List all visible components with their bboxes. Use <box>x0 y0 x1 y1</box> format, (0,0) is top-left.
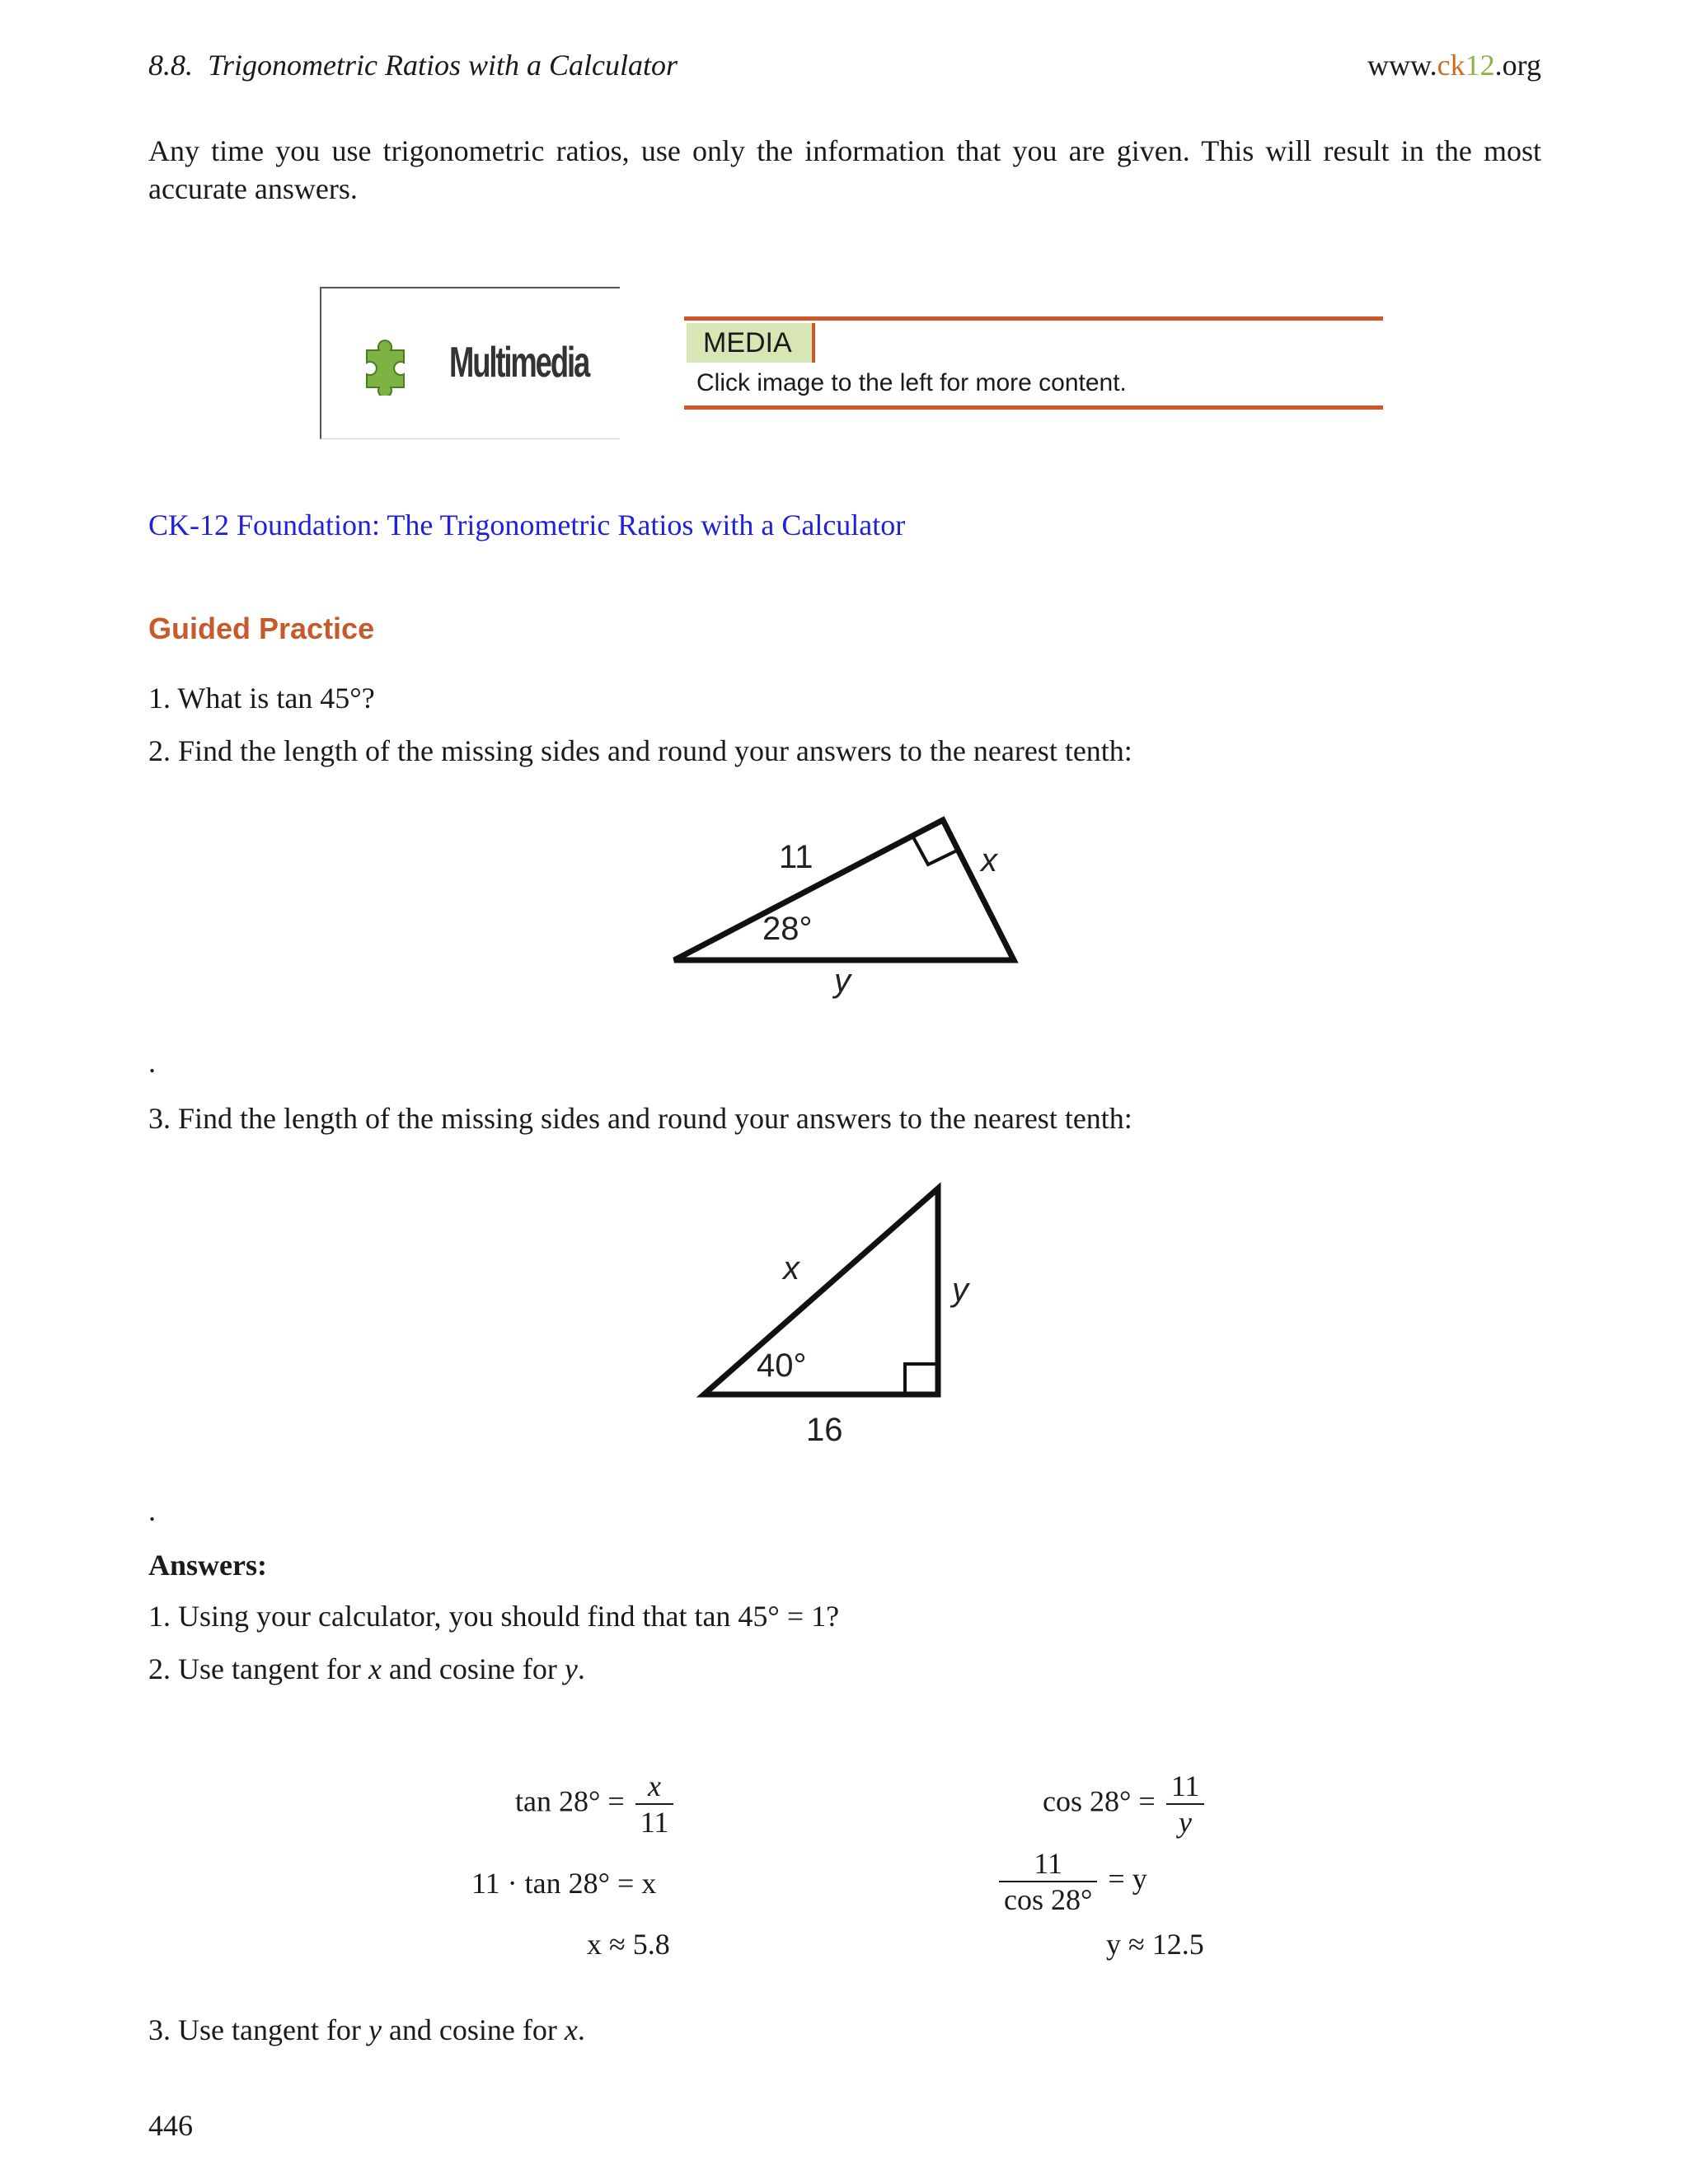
page-number: 446 <box>148 2109 193 2142</box>
triangle-figure-1 <box>659 812 1022 1001</box>
media-note: Click image to the left for more content. <box>696 369 1127 396</box>
math-right-line-1: cos 28° = $\frac{11}{y}$ <box>1043 1769 1207 1840</box>
label-y-2: y <box>952 1272 968 1308</box>
math-right-line-2: $\frac{11}{\cos 28^\circ}$ = y <box>996 1846 1147 1917</box>
puzzle-icon <box>359 330 424 396</box>
label-28-deg: 28° <box>762 911 813 947</box>
label-y-1: y <box>834 963 851 999</box>
fraction-11-over-cos28: $\frac{11}{\cos 28^\circ}$ <box>999 1846 1097 1917</box>
triangle-1-outline <box>674 820 1014 960</box>
label-11: 11 <box>779 839 814 875</box>
site-url[interactable]: www.ck12.org <box>1367 49 1541 82</box>
question-3: 3. Find the length of the missing sides and round your answers to the nearest tenth: <box>148 1102 1132 1135</box>
running-header-title <box>148 48 678 82</box>
triangle-figure-2 <box>692 1179 1022 1459</box>
chapter-title: Trigonometric Ratios with a Calculator <box>208 49 678 82</box>
question-1: 1. What is tan 45°? <box>148 682 375 715</box>
triangle-2-outline <box>704 1188 938 1394</box>
multimedia-label: Multimedia <box>449 339 589 387</box>
fraction-x-over-11: $\frac{x}{11}$ <box>635 1769 674 1840</box>
answer-1: 1. Using your calculator, you should find that tan 45° = 1? <box>148 1600 840 1633</box>
math-left-line-3: x ≈ 5.8 <box>587 1928 670 1961</box>
section-title: Guided Practice <box>148 612 375 645</box>
question-2: 2. Find the length of the missing sides and round your answers to the nearest tenth: <box>148 734 1132 767</box>
media-rule-top <box>684 316 1383 321</box>
math-left-line-1: tan 28° = $\frac{x}{11}$ <box>515 1769 677 1840</box>
media-rule-bottom <box>684 405 1383 410</box>
fraction-11-over-y: $\frac{11}{y}$ <box>1166 1769 1205 1840</box>
label-x-2: x <box>783 1250 799 1286</box>
math-right-line-3: y ≈ 12.5 <box>1106 1928 1204 1961</box>
label-40-deg: 40° <box>757 1347 807 1384</box>
answer-2: 2. Use tangent for x and cosine for y. <box>148 1652 585 1685</box>
multimedia-thumbnail[interactable] <box>320 287 620 439</box>
ck12-video-link[interactable]: CK-12 Foundation: The Trigonometric Ratios with a Calculator <box>148 509 906 541</box>
answers-title: Answers: <box>148 1549 267 1582</box>
intro-paragraph: Any time you use trigonometric ratios, use only the information that you are given. This will result in the most accurate answers. <box>148 134 1541 205</box>
chapter-number: 8.8. <box>148 49 193 82</box>
answer-3: 3. Use tangent for y and cosine for x. <box>148 2013 585 2046</box>
label-16: 16 <box>806 1412 843 1448</box>
math-left-line-2: 11 · tan 28° = x <box>471 1867 657 1900</box>
right-angle-mark-2 <box>905 1364 938 1394</box>
label-x-1: x <box>981 842 997 879</box>
separator-dot-1: . <box>148 1046 156 1079</box>
media-tag: MEDIA <box>687 323 815 363</box>
separator-dot-2: . <box>148 1494 156 1527</box>
